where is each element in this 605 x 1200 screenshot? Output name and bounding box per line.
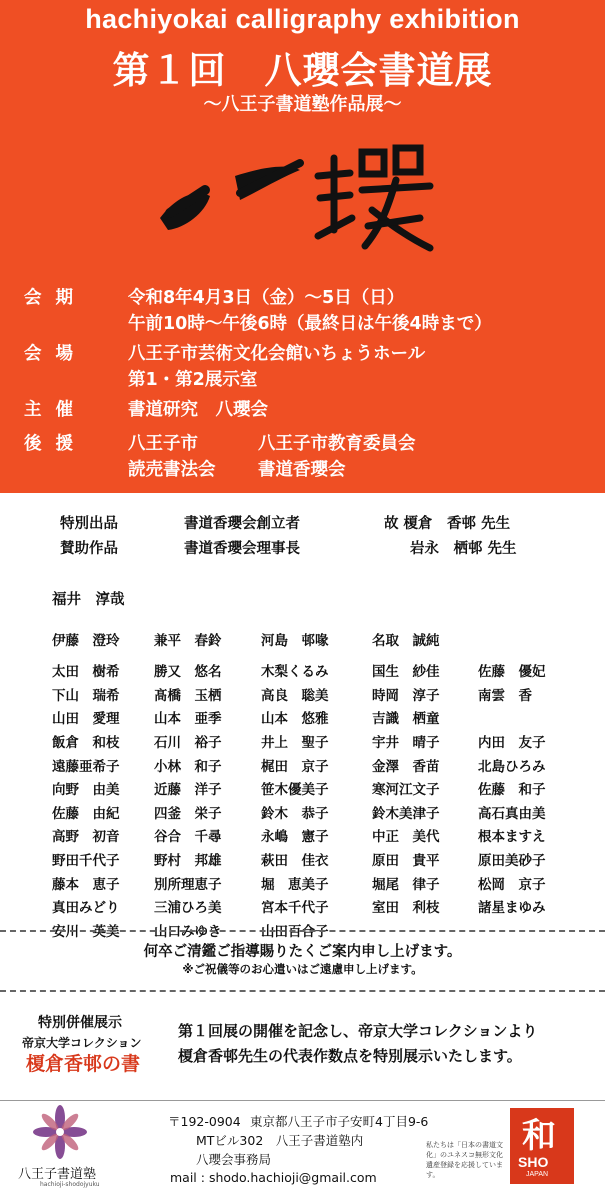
footer-divider — [0, 1100, 605, 1101]
exhibitor-name: 室田 利枝 — [372, 900, 440, 917]
exhibitor-name: 原田美砂子 — [478, 853, 546, 869]
exhibitor-name: 内田 友子 — [478, 735, 546, 751]
support-2: 八王子市教育委員会 — [258, 434, 416, 454]
exhibitor-name: 鈴木 恭子 — [261, 805, 329, 822]
support-3: 読売書法会 — [128, 460, 216, 480]
venue-label: 会場 — [24, 344, 87, 364]
sho-mark: 和 — [522, 1116, 556, 1156]
exhibitor-name: 名取 誠純 — [372, 633, 440, 649]
exhibitor-name: 山田百合子 — [261, 923, 329, 940]
exhibitor-name: 真田みどり — [52, 900, 120, 917]
address-line-2: MTビル302 八王子書道塾内 — [196, 1133, 364, 1148]
support-works-org: 書道香瓔会理事長 — [184, 541, 300, 557]
exhibitor-name: 飯倉 和枝 — [52, 735, 120, 751]
exhibitor-name: 堀 恵美子 — [261, 876, 329, 893]
exhibitor-name: 小林 和子 — [154, 758, 222, 775]
exhibitor-name: 南雲 香 — [478, 687, 532, 704]
support-works-name: 岩永 栖邨 先生 — [410, 541, 517, 557]
host-value: 書道研究 八瓔会 — [128, 400, 268, 420]
exhibitor-name: 遠藤亜希子 — [52, 758, 120, 775]
exhibitor-name: 堀尾 律子 — [372, 876, 440, 893]
exhibitor-name: 井上 聖子 — [261, 735, 329, 751]
logo-subtext: hachioji-shodojyuku — [40, 1181, 100, 1188]
exhibitor-name: 下山 瑞希 — [52, 687, 120, 704]
exhibitor-name: 佐藤 和子 — [478, 782, 546, 799]
special-label: 特別出品 — [60, 516, 118, 532]
special-org: 書道香瓔会創立者 — [184, 516, 300, 532]
exhibitor-name: 佐藤 優妃 — [478, 664, 546, 680]
exhibitor-name: 山口みゆき — [154, 923, 222, 940]
feature-text-1: 第１回展の開催を記念し、帝京大学コレクションより — [178, 1022, 538, 1040]
exhibitor-name: 鈴木美津子 — [372, 805, 440, 822]
exhibitor-name: 野村 邦雄 — [154, 853, 222, 869]
lead-exhibitor: 福井 淳哉 — [52, 592, 125, 608]
exhibitor-name: 三浦ひろ美 — [154, 900, 222, 917]
exhibitor-name: 時岡 淳子 — [372, 687, 440, 704]
support-label: 後援 — [24, 434, 87, 454]
unesco-note: 私たちは「日本の書道文化」のユネスコ無形文化遺産登録を応援しています。 — [426, 1141, 503, 1179]
address-line-3: 八瓔会事務局 — [196, 1152, 272, 1167]
venue-name: 八王子市芸術文化会館いちょうホール — [128, 344, 426, 364]
exhibitor-name: 藤本 恵子 — [52, 876, 120, 893]
exhibitor-name: 原田 貴平 — [372, 853, 440, 869]
divider — [0, 990, 605, 992]
exhibitor-name: 佐藤 由紀 — [52, 805, 120, 822]
exhibitor-name: 別所理恵子 — [154, 876, 222, 893]
logo-text: 八王子書道塾 — [18, 1167, 97, 1182]
exhibitor-name: 国生 紗佳 — [372, 664, 440, 680]
exhibitor-name: 金澤 香苗 — [372, 758, 440, 775]
exhibitor-name: 野田千代子 — [52, 853, 120, 869]
exhibitor-name: 勝又 悠名 — [154, 664, 222, 680]
period-hours: 午前10時～午後6時（最終日は午後4時まで） — [128, 314, 492, 334]
divider — [0, 930, 605, 932]
exhibitor-name: 近藤 洋子 — [154, 782, 222, 799]
exhibitor-name: 諸星まゆみ — [478, 900, 546, 917]
exhibitor-name: 山田 愛理 — [52, 711, 120, 728]
exhibitor-name: 石川 裕子 — [154, 735, 222, 751]
venue-rooms: 第1・第2展示室 — [128, 370, 258, 390]
subtitle: ～八王子書道塾作品展～ — [203, 94, 402, 115]
feature-title: 特別併催展示 — [38, 1015, 122, 1031]
exhibitor-name: 山本 亜季 — [154, 711, 222, 728]
support-4: 書道香瓔会 — [258, 460, 346, 480]
exhibitor-name: 木梨くるみ — [261, 664, 329, 680]
exhibitor-name: 兼平 春鈴 — [154, 633, 222, 649]
exhibitor-name: 河島 邨喙 — [261, 633, 329, 649]
exhibitor-name: 髙橋 玉栖 — [154, 687, 222, 704]
sho-text: SHO — [518, 1154, 549, 1170]
exhibitor-name: 北島ひろみ — [478, 758, 546, 775]
brush-calligraphy-hachiyo — [0, 118, 605, 268]
exhibitor-name: 中正 美代 — [372, 829, 440, 846]
feature-collection: 帝京大学コレクション — [22, 1036, 142, 1050]
exhibitor-name: 宇井 晴子 — [372, 735, 440, 751]
exhibitor-name: 吉識 栖童 — [372, 711, 440, 728]
support-works-label: 賛助作品 — [60, 541, 118, 557]
closing-note: ※ご祝儀等のお心遣いはご遠慮申し上げます。 — [182, 962, 423, 976]
exhibitor-name: 向野 由美 — [52, 782, 120, 799]
exhibitor-name: 太田 樹希 — [52, 664, 120, 680]
period-label: 会期 — [24, 288, 87, 308]
lotus-logo-icon — [30, 1104, 90, 1160]
title-japanese: 第１回 八瓔会書道展 — [112, 49, 493, 92]
sho-japan-logo — [510, 1108, 574, 1184]
closing-message: 何卒ご清鑑ご指導賜りたくご案内申し上げます。 — [143, 944, 462, 960]
support-1: 八王子市 — [128, 434, 198, 454]
address-line-1: 東京都八王子市子安町4丁目9-6 — [250, 1114, 429, 1129]
exhibitor-name: 宮本千代子 — [261, 900, 329, 917]
host-label: 主催 — [24, 400, 87, 420]
exhibitor-name: 松岡 京子 — [478, 876, 546, 893]
exhibitor-name: 根本ますえ — [478, 829, 546, 846]
exhibitor-name: 寒河江文子 — [372, 782, 440, 799]
exhibitor-name: 高野 初音 — [52, 829, 120, 846]
japan-text: JAPAN — [526, 1171, 549, 1178]
feature-text-2: 榎倉香邨先生の代表作数点を特別展示いたします。 — [178, 1047, 522, 1065]
exhibitor-name: 四釜 栄子 — [154, 805, 222, 822]
special-name: 故 榎倉 香邨 先生 — [384, 516, 511, 532]
header-banner — [0, 0, 605, 493]
contact-email[interactable]: mail : shodo.hachioji@gmail.com — [170, 1170, 377, 1185]
period-dates: 令和8年4月3日（金）～5日（日） — [128, 288, 405, 308]
postal-code: 〒192-0904 — [168, 1114, 241, 1129]
exhibitor-name: 萩田 佳衣 — [261, 853, 329, 869]
feature-book-title: 榎倉香邨の書 — [26, 1053, 141, 1075]
exhibitor-name: 笹木優美子 — [261, 782, 329, 799]
exhibitor-name: 山本 悠雅 — [261, 711, 329, 728]
exhibitor-name: 高石真由美 — [478, 805, 546, 822]
exhibitor-name: 高良 聡美 — [261, 687, 329, 704]
exhibitor-name: 梶田 京子 — [261, 758, 329, 775]
exhibitor-name: 安川 英美 — [52, 923, 120, 940]
exhibitor-name: 伊藤 澄玲 — [52, 633, 120, 649]
exhibitor-name: 谷合 千尋 — [154, 829, 222, 846]
title-english: hachiyokai calligraphy exhibition — [85, 4, 520, 34]
exhibitor-name: 永嶋 憲子 — [261, 829, 329, 846]
